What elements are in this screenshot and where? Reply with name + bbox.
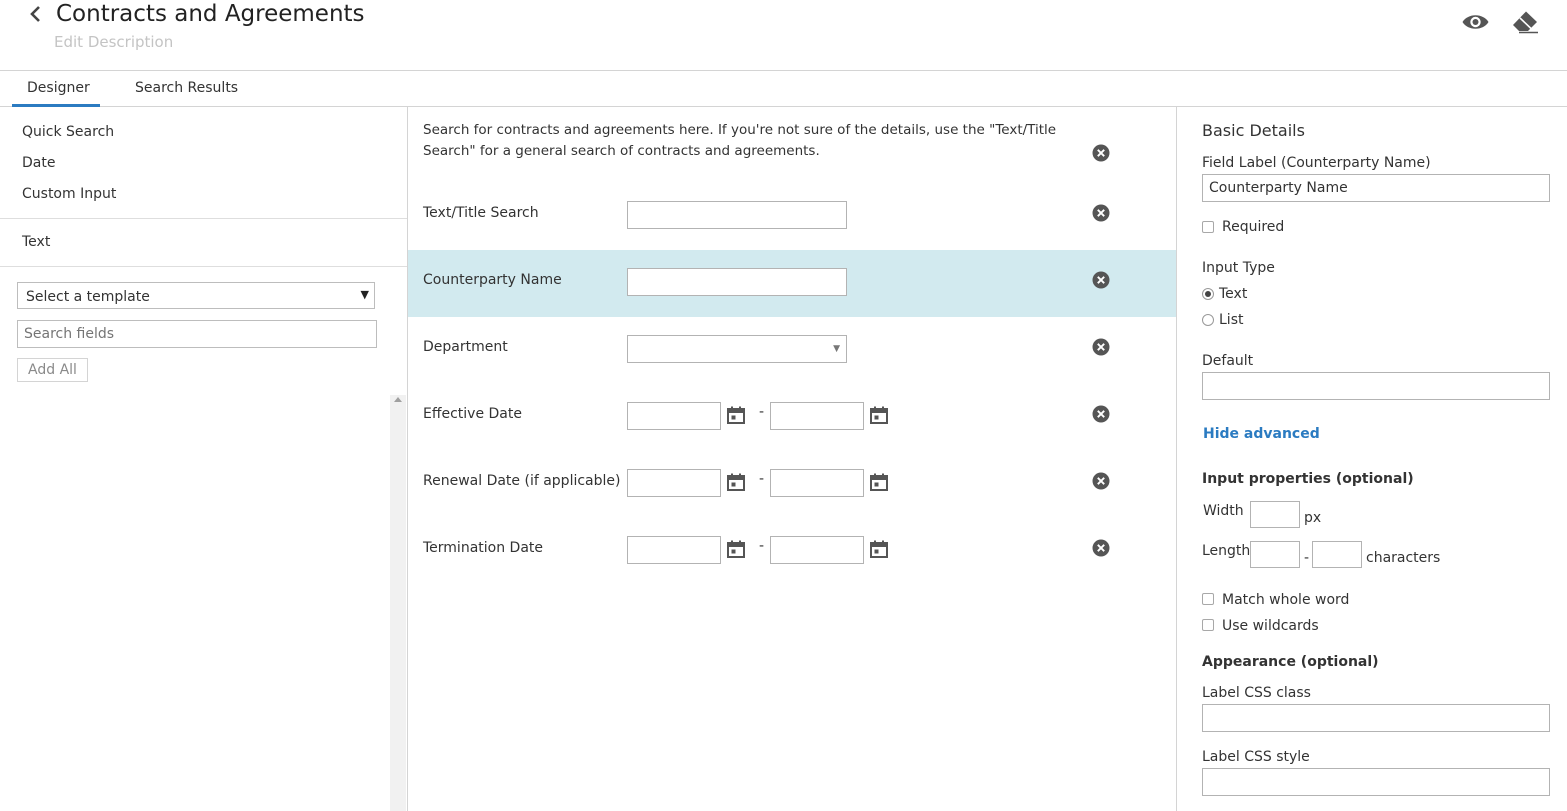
default-caption: Default xyxy=(1202,353,1254,369)
field-label: Termination Date xyxy=(423,540,544,556)
field-group-text[interactable]: Text xyxy=(22,234,51,250)
date-from-input[interactable] xyxy=(627,536,721,564)
remove-description-icon[interactable] xyxy=(1092,144,1110,162)
date-to-input[interactable] xyxy=(770,469,864,497)
date-from-input[interactable] xyxy=(627,469,721,497)
text-title-search-input[interactable] xyxy=(627,201,847,229)
calendar-icon[interactable] xyxy=(727,473,745,491)
field-label: Department xyxy=(423,339,508,355)
input-type-text-label: Text xyxy=(1219,286,1248,302)
tabs-divider xyxy=(0,106,1567,107)
left-divider xyxy=(0,218,407,219)
field-label-caption: Field Label (Counterparty Name) xyxy=(1202,155,1431,171)
dropdown-arrow-icon: ▼ xyxy=(833,344,840,354)
label-css-class-caption: Label CSS class xyxy=(1202,685,1311,701)
field-label: Renewal Date (if applicable) xyxy=(423,473,621,489)
chevron-left-icon[interactable] xyxy=(26,4,46,24)
tab-search-results[interactable]: Search Results xyxy=(135,80,239,96)
label-css-style-caption: Label CSS style xyxy=(1202,749,1310,765)
input-properties-heading: Input properties (optional) xyxy=(1202,471,1414,487)
length-separator: - xyxy=(1304,550,1310,566)
remove-field-icon[interactable] xyxy=(1092,338,1110,356)
basic-details-heading: Basic Details xyxy=(1202,121,1305,140)
tab-designer[interactable]: Designer xyxy=(27,80,90,96)
length-min-input[interactable] xyxy=(1250,541,1300,568)
field-group-date[interactable]: Date xyxy=(22,155,56,171)
width-input[interactable] xyxy=(1250,501,1300,528)
remove-field-icon[interactable] xyxy=(1092,204,1110,222)
eye-icon[interactable] xyxy=(1461,11,1490,33)
length-label: Length xyxy=(1202,543,1251,559)
range-separator: - xyxy=(759,404,765,420)
match-whole-word-label: Match whole word xyxy=(1222,592,1350,608)
required-label: Required xyxy=(1222,219,1285,235)
dropdown-arrow-icon: ▼ xyxy=(360,288,369,301)
input-type-list-radio[interactable] xyxy=(1202,314,1214,326)
use-wildcards-checkbox[interactable] xyxy=(1202,619,1214,631)
label-css-class-input[interactable] xyxy=(1202,704,1550,732)
search-description: Search for contracts and agreements here. If you're not sure of the details, use the "Text/Title Search" for a general search of contracts and agreements. xyxy=(423,122,1057,159)
calendar-icon[interactable] xyxy=(870,540,888,558)
remove-field-icon[interactable] xyxy=(1092,405,1110,423)
date-from-input[interactable] xyxy=(627,402,721,430)
appearance-heading: Appearance (optional) xyxy=(1202,654,1379,670)
header-divider xyxy=(0,70,1567,71)
width-unit: px xyxy=(1304,510,1322,526)
search-fields-input[interactable] xyxy=(17,320,377,348)
input-type-list-label: List xyxy=(1219,312,1244,328)
calendar-icon[interactable] xyxy=(727,540,745,558)
calendar-icon[interactable] xyxy=(870,406,888,424)
remove-field-icon[interactable] xyxy=(1092,472,1110,490)
field-label: Effective Date xyxy=(423,406,522,422)
template-select[interactable] xyxy=(17,282,375,309)
remove-field-icon[interactable] xyxy=(1092,271,1110,289)
field-label: Counterparty Name xyxy=(423,272,562,288)
date-to-input[interactable] xyxy=(770,402,864,430)
eraser-icon[interactable] xyxy=(1511,10,1539,34)
date-to-input[interactable] xyxy=(770,536,864,564)
field-group-quick-search[interactable]: Quick Search xyxy=(22,124,115,140)
left-panel-divider xyxy=(407,107,408,811)
page-title: Contracts and Agreements xyxy=(56,1,365,27)
template-select-value: Select a template xyxy=(26,289,150,305)
right-panel-divider xyxy=(1176,107,1177,811)
field-label: Text/Title Search xyxy=(423,205,539,221)
field-label-input[interactable] xyxy=(1202,174,1550,202)
label-css-style-input[interactable] xyxy=(1202,768,1550,796)
input-type-caption: Input Type xyxy=(1202,260,1275,276)
scroll-up-arrow-icon[interactable] xyxy=(394,397,402,402)
calendar-icon[interactable] xyxy=(870,473,888,491)
width-label: Width xyxy=(1203,503,1244,519)
remove-field-icon[interactable] xyxy=(1092,539,1110,557)
range-separator: - xyxy=(759,538,765,554)
department-select[interactable] xyxy=(627,335,847,363)
length-max-input[interactable] xyxy=(1312,541,1362,568)
default-input[interactable] xyxy=(1202,372,1550,400)
use-wildcards-label: Use wildcards xyxy=(1222,618,1319,634)
match-whole-word-checkbox[interactable] xyxy=(1202,593,1214,605)
range-separator: - xyxy=(759,471,765,487)
length-unit: characters xyxy=(1366,550,1441,566)
input-type-text-radio[interactable] xyxy=(1202,288,1214,300)
add-all-button[interactable]: Add All xyxy=(17,358,88,382)
hide-advanced-link[interactable]: Hide advanced xyxy=(1203,426,1320,442)
required-checkbox[interactable] xyxy=(1202,221,1214,233)
calendar-icon[interactable] xyxy=(727,406,745,424)
field-group-custom-input[interactable]: Custom Input xyxy=(22,186,117,202)
left-scrollbar[interactable] xyxy=(390,395,406,811)
edit-description-link[interactable]: Edit Description xyxy=(54,33,174,51)
counterparty-name-input[interactable] xyxy=(627,268,847,296)
active-tab-indicator xyxy=(12,104,100,107)
left-divider xyxy=(0,266,407,267)
